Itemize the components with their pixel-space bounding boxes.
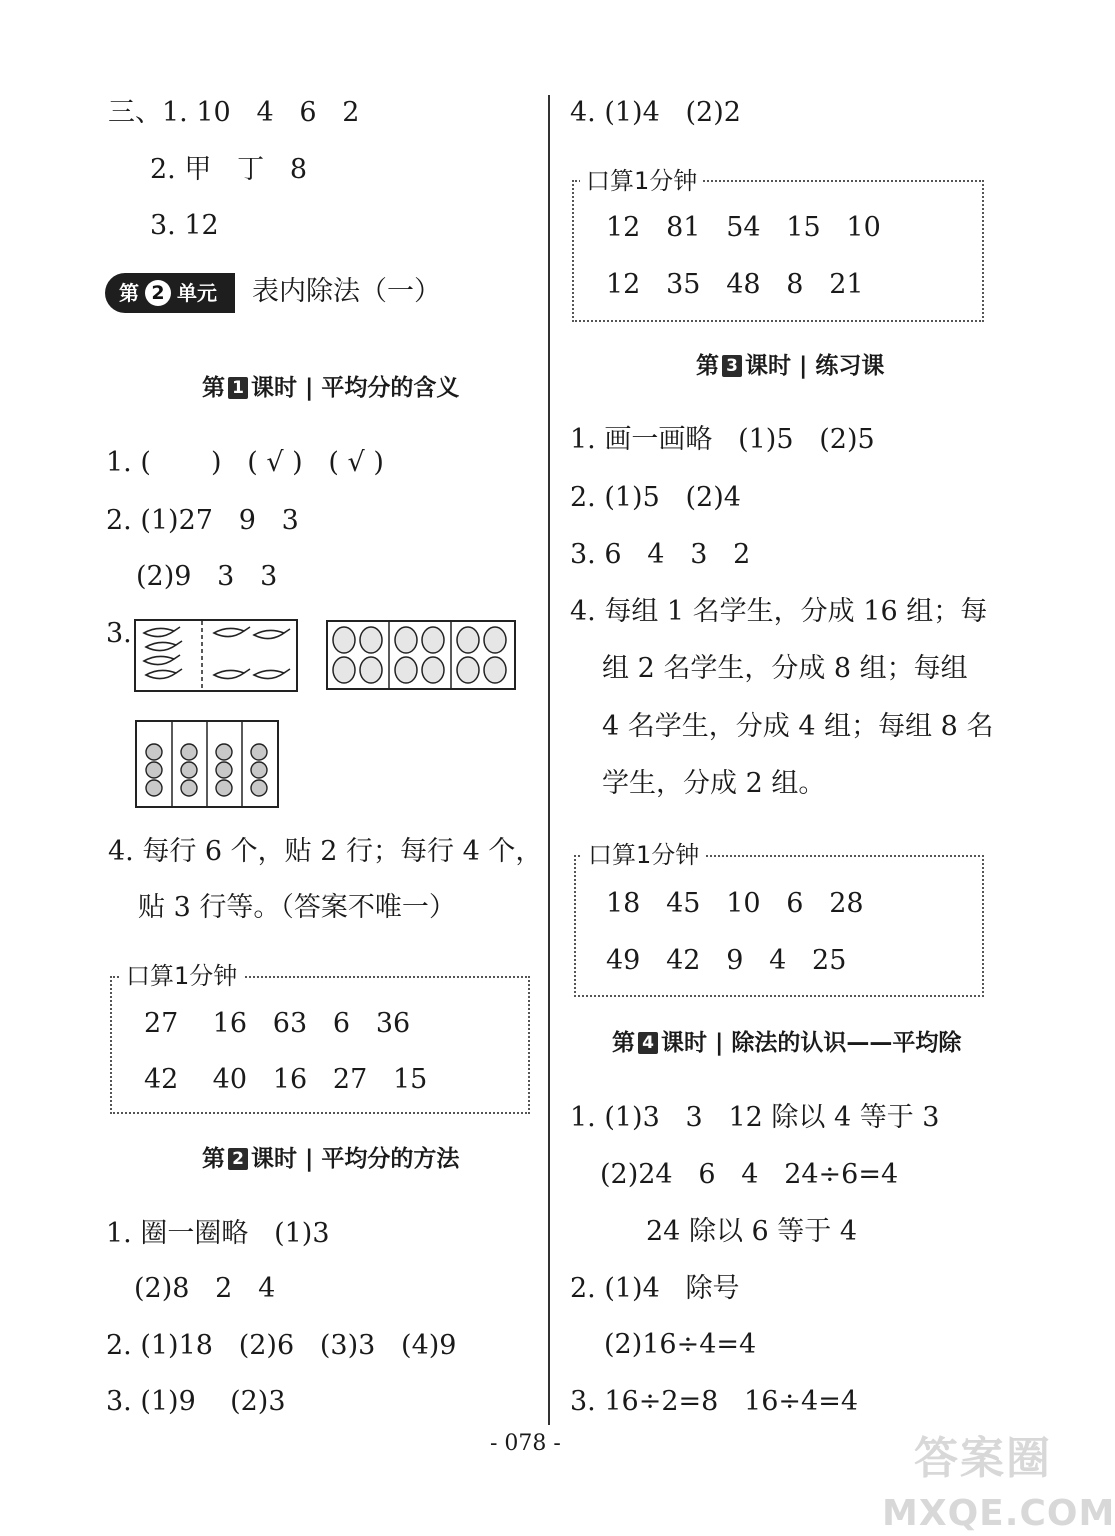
tomato-icon [137, 722, 277, 806]
unit-badge-suffix: 单元 [177, 281, 217, 305]
l4-question1a: 1. (1)3 3 12 除以 4 等于 3 [570, 1102, 940, 1133]
l1-question1: 1. ( ) ( √ ) ( √ ) [106, 447, 384, 478]
unit-title: 表内除法（一） [252, 276, 441, 307]
l1-question3: 3. [106, 618, 132, 649]
l1-question2b: (2)9 3 3 [136, 561, 278, 592]
lesson3-heading: 第 3 课时 | 练习课 [696, 353, 885, 379]
l4-question2b: (2)16÷4=4 [604, 1329, 757, 1360]
l1-question2a: 2. (1)27 9 3 [106, 505, 299, 536]
mental-math-1-row1: 27 16 63 6 36 [144, 1008, 411, 1039]
section3-line1: 三、1. 10 4 6 2 [108, 97, 360, 128]
bell-pepper-icon [328, 622, 514, 688]
lesson1-heading: 第 1 课时 | 平均分的含义 [202, 375, 460, 401]
watermark-url: MXQE.COM [882, 1493, 1115, 1534]
l4-question2a: 2. (1)4 除号 [570, 1273, 740, 1304]
l2-question2: 2. (1)18 (2)6 (3)3 (4)9 [106, 1330, 457, 1361]
l3-question2: 2. (1)5 (2)4 [570, 482, 741, 513]
watermark [872, 1433, 1115, 1534]
lesson1-number: 1 [228, 377, 248, 399]
l3-question3: 3. 6 4 3 2 [570, 539, 751, 570]
mental-math-title-1: 口算1分钟 [120, 961, 243, 991]
mental-math-3-row2: 49 42 9 4 25 [606, 945, 847, 976]
chili-pepper-picture [134, 619, 298, 692]
l4-question1b: (2)24 6 4 24÷6=4 [600, 1159, 899, 1190]
chili-pepper-icon [136, 621, 296, 690]
l3-question4a: 4. 每组 1 名学生，分成 16 组；每 [570, 596, 988, 627]
unit-badge [105, 273, 235, 313]
bell-pepper-picture [326, 620, 516, 690]
l1-question4b: 贴 3 行等。（答案不唯一） [138, 892, 456, 923]
lesson4-heading: 第 4 课时 | 除法的认识——平均除 [612, 1030, 962, 1056]
lesson3-number: 3 [722, 355, 742, 377]
lesson2-number: 2 [228, 1148, 248, 1170]
l3-question4d: 学生，分成 2 组。 [602, 768, 826, 799]
mental-math-3-row1: 18 45 10 6 28 [606, 888, 864, 919]
section3-line3: 3. 12 [150, 210, 219, 241]
l4-question1c: 24 除以 6 等于 4 [646, 1216, 858, 1247]
l4-question3: 3. 16÷2=8 16÷4=4 [570, 1386, 859, 1417]
l3-question4c: 4 名学生，分成 4 组；每组 8 名 [602, 711, 994, 742]
column-divider [548, 95, 550, 1425]
r-question4: 4. (1)4 (2)2 [570, 97, 741, 128]
watermark-logo-text: 答案圈 [914, 1433, 1052, 1484]
mental-math-2-row2: 12 35 48 8 21 [606, 269, 864, 300]
tomato-picture [135, 720, 279, 808]
unit-number: 2 [145, 280, 171, 306]
l2-question3: 3. (1)9 (2)3 [106, 1386, 286, 1417]
l1-question4a: 4. 每行 6 个，贴 2 行；每行 4 个， [108, 836, 543, 867]
lesson2-heading: 第 2 课时 | 平均分的方法 [202, 1146, 460, 1172]
mental-math-1-row2: 42 40 16 27 15 [144, 1064, 428, 1095]
mental-math-title-2: 口算1分钟 [580, 166, 703, 196]
l3-question1: 1. 画一画略 (1)5 (2)5 [570, 424, 875, 455]
page-number: - 078 - [490, 1431, 561, 1456]
mental-math-title-3: 口算1分钟 [582, 840, 705, 870]
l2-question1b: (2)8 2 4 [134, 1273, 276, 1304]
unit-badge-prefix: 第 [119, 281, 139, 305]
l2-question1a: 1. 圈一圈略 (1)3 [106, 1218, 330, 1249]
l3-question4b: 组 2 名学生，分成 8 组；每组 [602, 653, 968, 684]
section3-line2: 2. 甲 丁 8 [150, 154, 308, 185]
mental-math-2-row1: 12 81 54 15 10 [606, 212, 881, 243]
lesson4-number: 4 [638, 1032, 658, 1054]
